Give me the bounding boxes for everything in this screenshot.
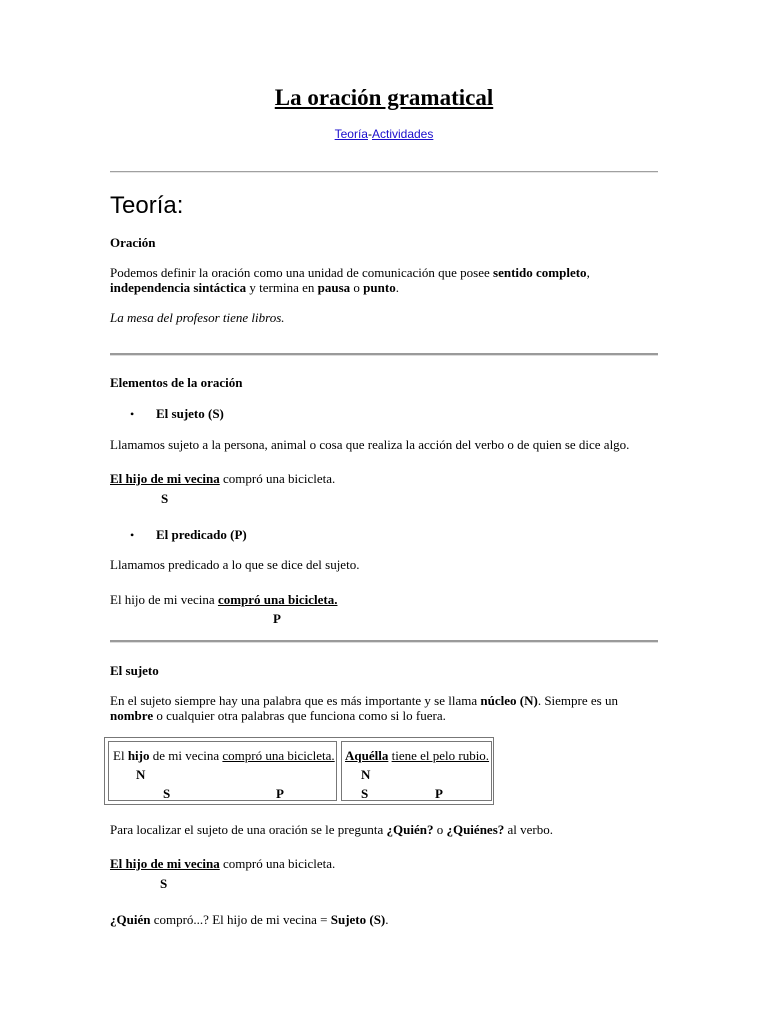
- predicate-phrase: tiene el pelo rubio.: [391, 748, 490, 763]
- predicate-phrase: compró una bicicleta.: [222, 748, 335, 763]
- subject-mark: S: [163, 786, 171, 801]
- nucleo-line-2: [110, 708, 446, 724]
- bullet-icon: •: [130, 528, 135, 542]
- text: Para localizar el sujeto de una oración se le pregunta: [110, 822, 387, 837]
- predicado-definition: Llamamos predicado a lo que se dice del sujeto.: [110, 557, 360, 572]
- table-cell-example-2: [341, 741, 492, 801]
- subheading-elementos: Elementos de la oración: [110, 375, 243, 390]
- predicate-phrase: compró una bicicleta.: [217, 592, 338, 607]
- answer-sujeto: Sujeto (S): [330, 912, 386, 927]
- text: . Siempre es un: [537, 693, 618, 708]
- text: compró...? El hijo de mi vecina =: [150, 912, 331, 927]
- text: o: [433, 822, 447, 837]
- text: El hijo de mi vecina: [110, 592, 218, 607]
- nav-separator: -: [367, 127, 372, 141]
- text: al verbo.: [504, 822, 553, 837]
- text: de mi vecina: [149, 748, 223, 763]
- predicado-example: [110, 592, 337, 608]
- text: o: [350, 280, 364, 295]
- predicate-mark: P: [276, 786, 284, 801]
- list-item-sujeto: El sujeto (S): [156, 406, 224, 421]
- term-nucleo: núcleo (N): [480, 693, 538, 708]
- bullet-icon: •: [130, 407, 135, 421]
- cell-sentence: [113, 748, 335, 764]
- nucleus-mark: N: [136, 767, 146, 782]
- subject-phrase: El hijo de mi vecina: [110, 471, 220, 486]
- term-pausa: pausa: [317, 280, 351, 295]
- text: Podemos definir la oración como una unidad de comunicación que posee: [110, 265, 494, 280]
- predicate-mark: P: [273, 611, 281, 626]
- divider: [110, 640, 658, 643]
- table-cell-example-1: [108, 741, 337, 801]
- sujeto-example-2: [110, 856, 335, 872]
- text: .: [395, 280, 399, 295]
- subject-mark: S: [160, 876, 168, 891]
- examples-table: [104, 737, 494, 805]
- nucleus-mark: N: [361, 767, 371, 782]
- page-title: La oración gramatical: [274, 85, 494, 110]
- text: compró una bicicleta.: [219, 471, 336, 486]
- sujeto-example: [110, 471, 335, 487]
- text: y termina en: [246, 280, 318, 295]
- nucleo-line-1: [110, 693, 618, 709]
- localizar-text: [110, 822, 553, 838]
- text: ,: [586, 265, 590, 280]
- divider: [110, 353, 658, 356]
- cell-sentence: [345, 748, 489, 764]
- subheading-oracion: Oración: [110, 235, 156, 250]
- term-punto: punto: [363, 280, 396, 295]
- text: En el sujeto siempre hay una palabra que es más importante y se llama: [110, 693, 481, 708]
- sujeto-definition: Llamamos sujeto a la persona, animal o cosa que realiza la acción del verbo o de quien se dice algo.: [110, 437, 630, 452]
- definition-line-2: [110, 280, 399, 296]
- teoria-link[interactable]: Teoría: [334, 127, 368, 141]
- actividades-link[interactable]: Actividades: [371, 127, 434, 141]
- example-sentence: La mesa del profesor tiene libros.: [110, 310, 285, 325]
- section-nav: [110, 127, 658, 141]
- term-nombre: nombre: [110, 708, 154, 723]
- subheading-el-sujeto: El sujeto: [110, 663, 159, 678]
- term-independencia: independencia sintáctica: [110, 280, 247, 295]
- list-item-predicado: El predicado (P): [156, 527, 247, 542]
- text: compró una bicicleta.: [219, 856, 336, 871]
- question-quienes: ¿Quiénes?: [446, 822, 505, 837]
- subject-mark: S: [361, 786, 369, 801]
- text: o cualquier otra palabras que funciona como si lo fuera.: [153, 708, 446, 723]
- term-sentido-completo: sentido completo: [493, 265, 587, 280]
- question-word: ¿Quién: [110, 912, 151, 927]
- text: .: [385, 912, 389, 927]
- subject-phrase: El hijo de mi vecina: [110, 856, 220, 871]
- predicate-mark: P: [435, 786, 443, 801]
- nucleus-word: Aquélla: [345, 748, 389, 763]
- divider: [110, 171, 658, 173]
- section-heading-teoria: Teoría:: [110, 192, 184, 219]
- definition-line-1: [110, 265, 590, 281]
- subject-mark: S: [161, 491, 169, 506]
- nucleus-word: hijo: [127, 748, 150, 763]
- question-answer: [110, 912, 389, 928]
- question-quien: ¿Quién?: [386, 822, 434, 837]
- text: El: [113, 748, 128, 763]
